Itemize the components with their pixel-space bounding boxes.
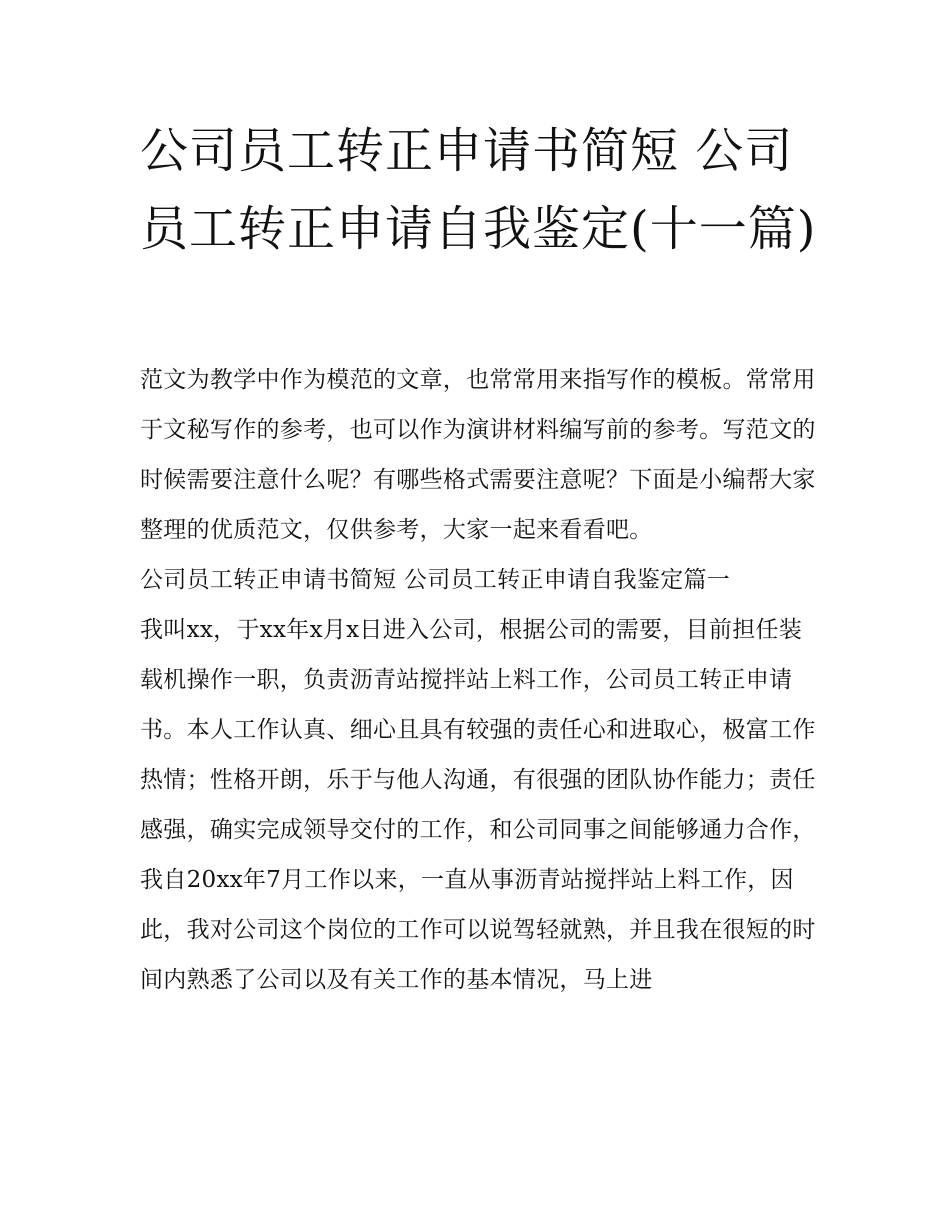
section-heading: 公司员工转正申请书简短 公司员工转正申请自我鉴定篇一: [140, 567, 731, 593]
body-paragraph-2: 我自20xx年7月工作以来，一直从事沥青站搅拌站上料工作，因此，我对公司这个岗位的工作可以说驾轻就熟，并且我在很短的时间内熟悉了公司以及有关工作的基本情况，马上进: [140, 867, 816, 993]
body-paragraph-1: 我叫xx，于xx年x月x日进入公司，根据公司的需要，目前担任装载机操作一职，负责沥青站搅拌站上料工作，公司员工转正申请书。本人工作认真、细心且具有较强的责任心和进取心，极富工作热情；性格开朗，乐于与他人沟通，有很强的团队协作能力；责任感强，确实完成领导交付的工作，和公司同事之间能够通力合作，: [140, 617, 816, 843]
intro-paragraph: 范文为教学中作为模范的文章，也常常用来指写作的模板。常常用于文秘写作的参考，也可以作为演讲材料编写前的参考。写范文的时候需要注意什么呢？有哪些格式需要注意呢？下面是小编帮大家整理的优质范文，仅供参考，大家一起来看看吧。: [140, 367, 816, 543]
document-title: 公司员工转正申请书简短 公司员工转正申请自我鉴定(十一篇): [140, 123, 817, 257]
document-body: [140, 355, 816, 1005]
